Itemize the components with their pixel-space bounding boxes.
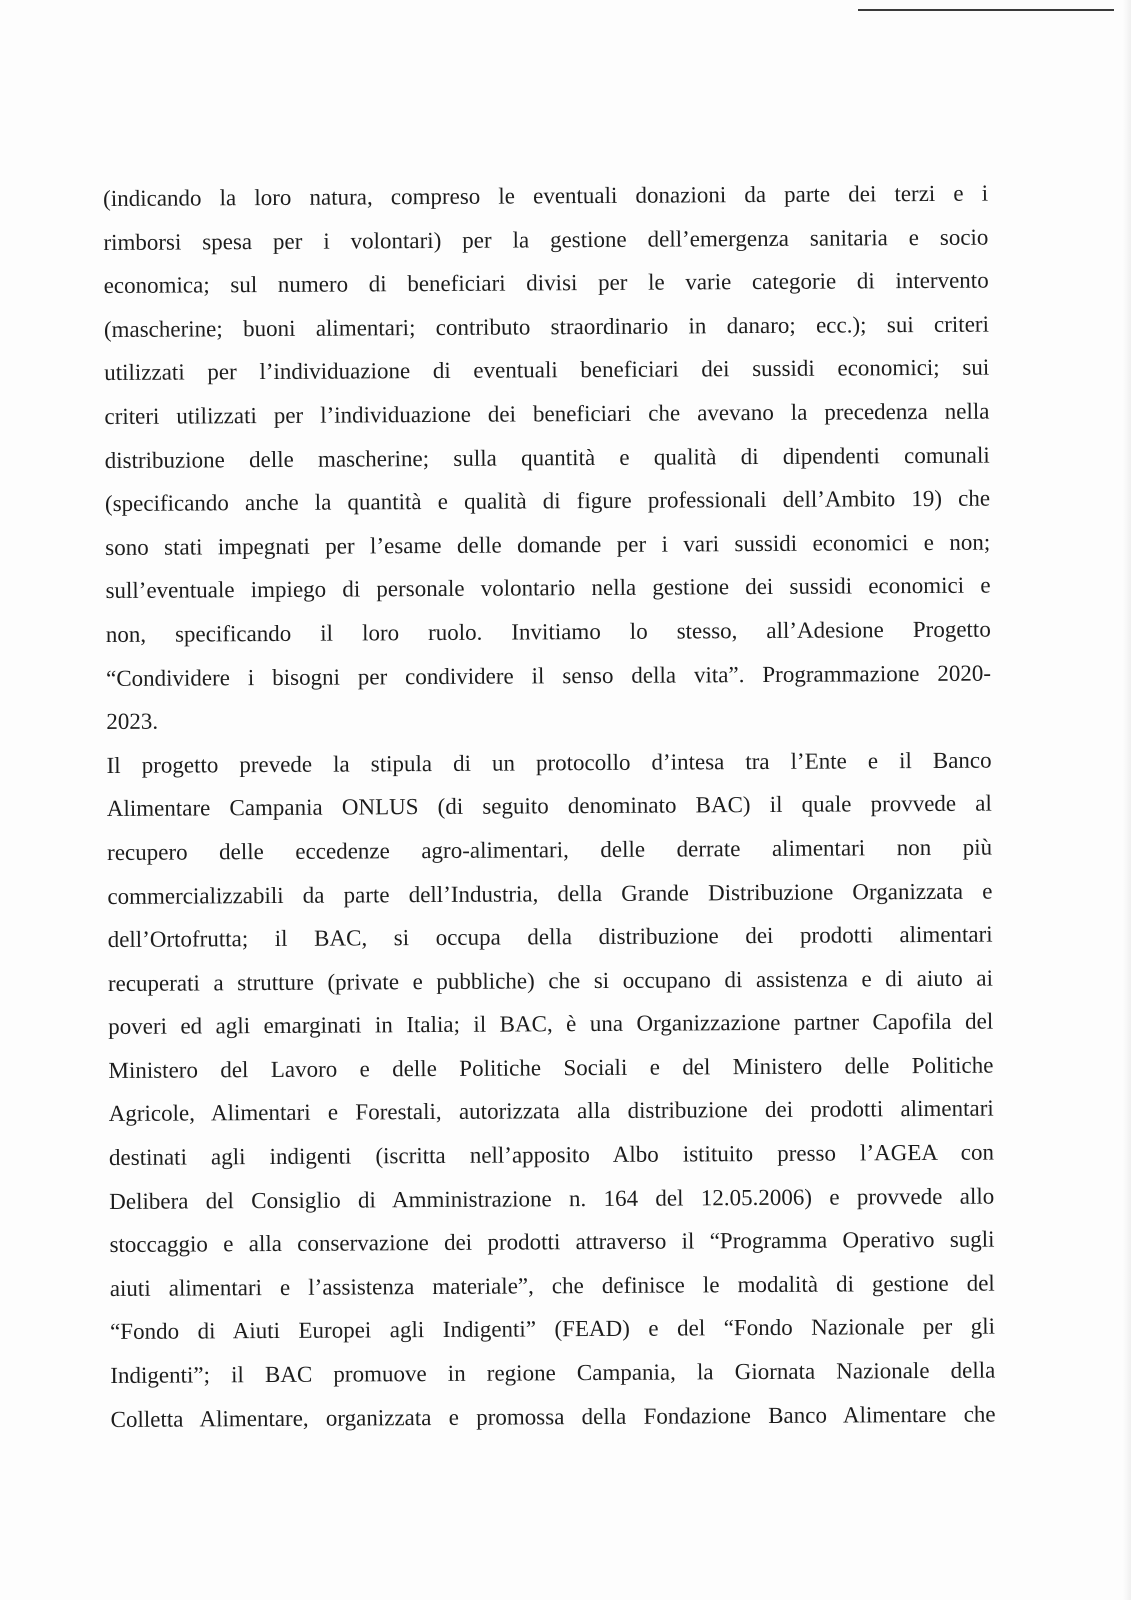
text-line: aiuti alimentari e l’assistenza materiale”, che definisce le modalità di gestione del: [109, 1270, 995, 1301]
text-line: Alimentare Campania ONLUS (di seguito denominato BAC) il quale provvede al: [106, 790, 992, 822]
text-line: “Fondo di Aiuti Europei agli Indigenti” (FEAD) e del “Fondo Nazionale per gli: [109, 1314, 996, 1345]
text-line: criteri utilizzati per l’individuazione dei beneficiari che avevano la precedenza nella: [104, 398, 990, 429]
text-line: destinati agli indigenti (iscritta nell’apposito Albo istituito presso l’AGEA con: [108, 1139, 995, 1171]
text-line: sull’eventuale impiego di personale volontario nella gestione dei sussidi economici e: [105, 572, 991, 604]
text-line: Ministero del Lavoro e delle Politiche Sociali e del Ministero delle Politiche: [108, 1052, 994, 1083]
text-line: “Condividere i bisogni per condividere il senso della vita”. Programmazione 2020-: [105, 660, 992, 691]
text-line: rimborsi spesa per i volontari) per la gestione dell’emergenza sanitaria e socio: [103, 224, 989, 255]
text-line: (mascherine; buoni alimentari; contributo straordinario in danaro; ecc.); sui criteri: [103, 311, 989, 342]
text-line: stoccaggio e alla conservazione dei prodotti attraverso il “Programma Operativo sugli: [109, 1226, 995, 1258]
text-line: distribuzione delle mascherine; sulla quantità e qualità di dipendenti comunali: [104, 442, 990, 473]
scan-edge-line: [858, 9, 1114, 11]
text-line: utilizzati per l’individuazione di eventuali beneficiari dei sussidi economici; sui: [104, 354, 990, 386]
text-line: sono stati impegnati per l’esame delle domande per i vari sussidi economici e non;: [105, 529, 991, 560]
text-line: (specificando anche la quantità e qualità di figure professionali dell’Ambito 19) che: [104, 485, 991, 517]
text-line: Indigenti”; il BAC promuove in regione Campania, la Giornata Nazionale della: [110, 1357, 996, 1389]
text-line: Delibera del Consiglio di Amministrazione n. 164 del 12.05.2006) e provvede allo: [109, 1183, 995, 1214]
text-line: commercializzabili da parte dell’Industria, della Grande Distribuzione Organizzata e: [107, 878, 993, 909]
text-line: recuperati a strutture (private e pubbliche) che si occupano di assistenza e di aiuto ai: [107, 965, 993, 996]
text-line: economica; sul numero di beneficiari divisi per le varie categorie di intervento: [103, 267, 989, 299]
text-line: dell’Ortofrutta; il BAC, si occupa della distribuzione dei prodotti alimentari: [107, 921, 993, 953]
text-line: recupero delle eccedenze agro-alimentari, delle derrate alimentari non più: [107, 834, 993, 865]
text-line: Il progetto prevede la stipula di un protocollo d’intesa tra l’Ente e il Banco: [106, 747, 992, 778]
text-line: Agricole, Alimentari e Forestali, autorizzata alla distribuzione dei prodotti alimentari: [108, 1096, 994, 1127]
text-line: non, specificando il loro ruolo. Invitiamo lo stesso, all’Adesione Progetto: [105, 616, 991, 647]
text-line: (indicando la loro natura, compreso le eventuali donazioni da parte dei terzi e i: [103, 180, 989, 211]
text-line: poveri ed agli emarginati in Italia; il BAC, è una Organizzazione partner Capofila del: [108, 1008, 994, 1040]
scan-edge-shadow: [1123, 0, 1131, 1600]
text-line: 2023.: [106, 708, 159, 735]
document-body: [103, 172, 996, 1442]
text-line: Colletta Alimentare, organizzata e promossa della Fondazione Banco Alimentare che: [110, 1401, 996, 1432]
